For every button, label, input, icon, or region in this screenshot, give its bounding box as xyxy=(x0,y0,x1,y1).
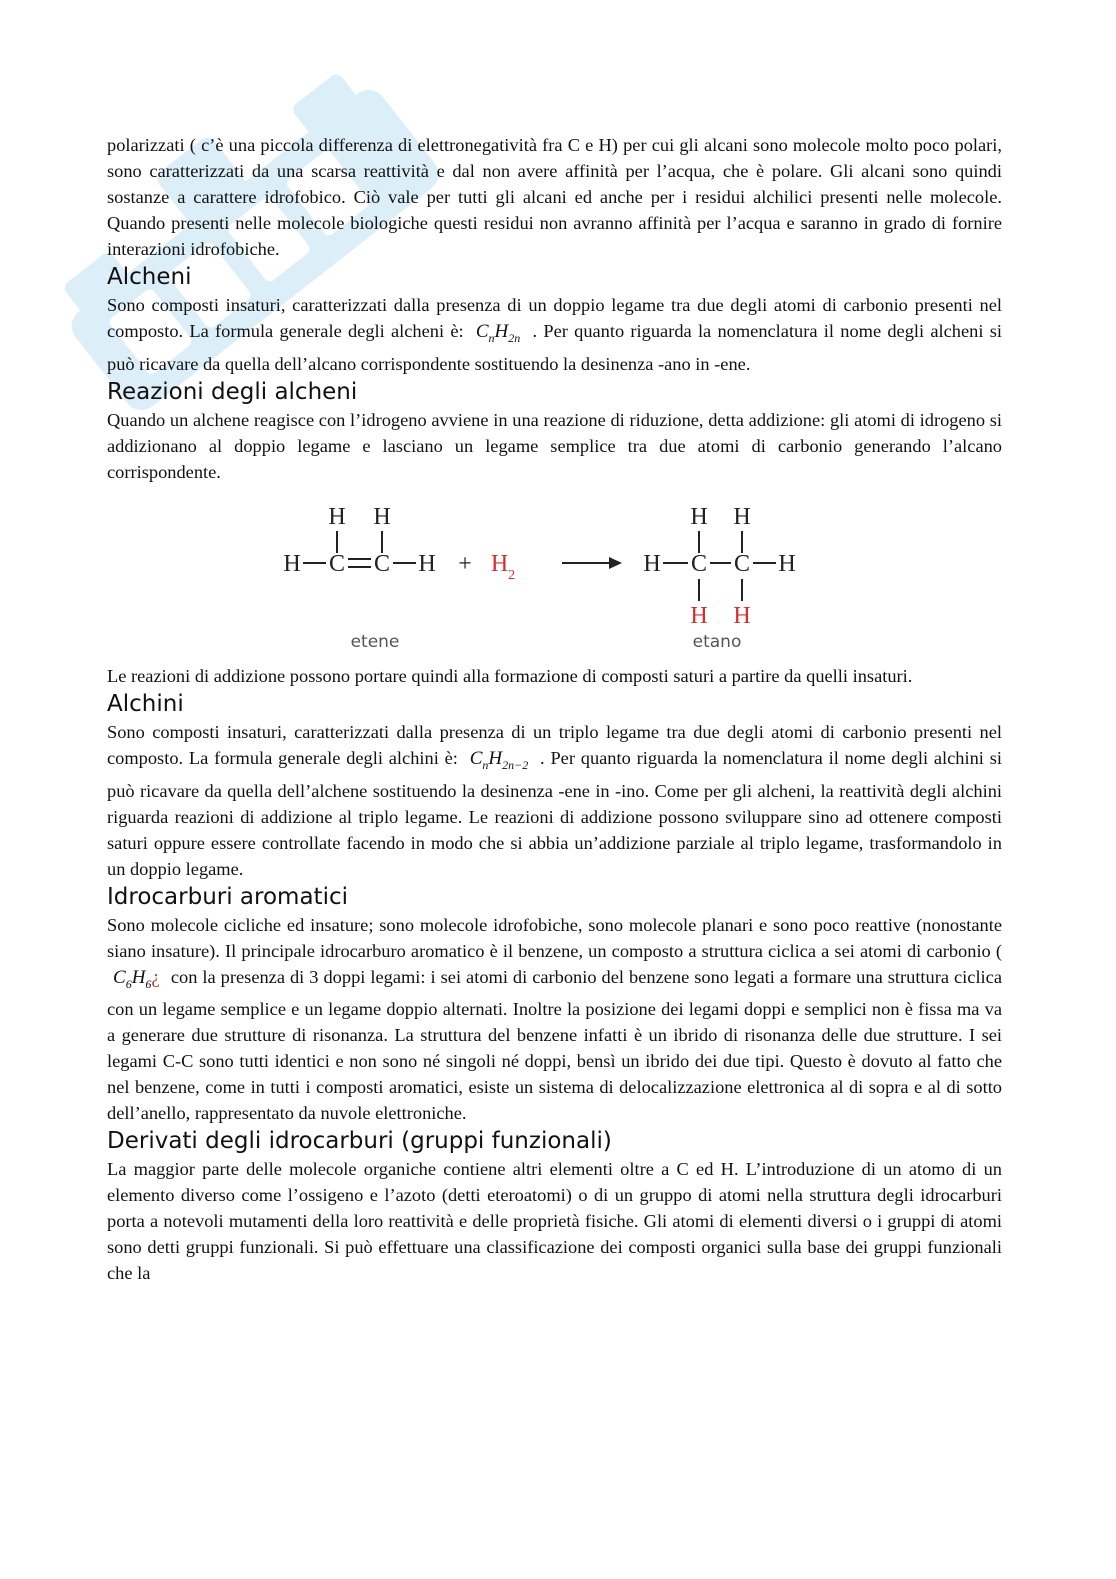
heading-reazioni: Reazioni degli alcheni xyxy=(107,378,358,405)
reaction-figure xyxy=(107,485,1002,663)
atom-h: H xyxy=(643,550,661,577)
arrow-head-icon xyxy=(609,557,622,569)
atom-c: C xyxy=(733,550,751,577)
reagent-sub: 2 xyxy=(508,567,516,583)
heading-aromatici: Idrocarburi aromatici xyxy=(107,883,348,910)
alchini-text-before: Sono composti insaturi, caratterizzati dalla presenza di un triplo legame tra due degli atomi di carbonio presenti nel composto. La formula generale degli alchini è: xyxy=(107,721,1002,768)
atom-h: H xyxy=(283,550,301,577)
formula-h-sub: 6 xyxy=(145,976,152,991)
formula-c-sub: n xyxy=(482,757,489,772)
formula-c: C xyxy=(475,321,489,342)
formula-glyph: ¿ xyxy=(151,966,160,988)
alcheni-paragraph xyxy=(107,292,1002,377)
alcheni-formula xyxy=(475,321,521,345)
atom-h: H xyxy=(328,503,346,530)
atom-h: H xyxy=(690,503,708,530)
heading-derivati: Derivati degli idrocarburi (gruppi funzionali) xyxy=(107,1128,612,1155)
formula-h: H xyxy=(494,321,509,342)
atom-c: C xyxy=(373,550,391,577)
atom-h-added: H xyxy=(733,602,751,629)
formula-h-sub: 2n xyxy=(508,330,521,345)
reazioni-paragraph-after: Le reazioni di addizione possono portare quindi alla formazione di composti saturi a partire da quelli insaturi. xyxy=(107,665,913,686)
atom-h-added: H xyxy=(690,602,708,629)
formula-c: C xyxy=(113,966,126,988)
label-etene: etene xyxy=(350,631,400,652)
aromatici-paragraph xyxy=(107,912,1002,1127)
formula-c: C xyxy=(469,747,483,769)
heading-alchini: Alchini xyxy=(107,690,184,717)
alchini-text-after: . Per quanto riguarda la nomenclatura il nome degli alchini si può ricavare da quella dell’alchene sostituendo la desinenza -ene in -ino. Come per gli alcheni, la reattività degli alchini riguarda reazioni di addizione al triplo legame. Le reazioni di addizione possono sviluppare sino ad ottenere composti saturi oppure essere controllate facendo in modo che si abbia un’addizione parziale al triplo legame, trasformandolo in un doppio legame. xyxy=(107,747,1002,879)
atom-c: C xyxy=(328,550,346,577)
aromatici-text-before: Sono molecole cicliche ed insature; sono molecole idrofobiche, sono molecole planari e sono poco reattive (nonostante siano insature). Il principale idrocarburo aromatico è il benzene, un composto a struttura ciclica a sei atomi di carbonio ( xyxy=(107,914,1002,961)
formula-h: H xyxy=(488,747,503,769)
atom-h: H xyxy=(778,550,796,577)
formula-h-sub: 2n−2 xyxy=(502,757,529,772)
ethene-hydrogenation-diagram xyxy=(283,491,827,652)
formula-c-sub: n xyxy=(488,330,495,345)
intro-paragraph: polarizzati ( c’è una piccola differenza di elettronegatività fra C e H) per cui gli alcani sono molecole molto poco polari, sono caratterizzati da una scarsa reattività e dal non avere affinità per l’acqua, che è polare. Gli alcani sono quindi sostanze a carattere idrofobico. Ciò vale per tutti gli alcani ed anche per i residui alchilici presenti nelle molecole. Quando presenti nelle molecole biologiche questi residui non avranno affinità per l’acqua e saranno in grado di fornire interazioni idrofobiche. xyxy=(107,135,1002,259)
reazioni-paragraph: Quando un alchene reagisce con l’idrogeno avviene in una reazione di riduzione, detta addizione: gli atomi di idrogeno si addizionano al doppio legame e lasciano un legame semplice tra due atomi di carbonio generando l’alcano corrispondente. xyxy=(107,409,1002,482)
plus-sign: + xyxy=(458,550,472,577)
reagent-h2 xyxy=(491,551,515,583)
alcheni-text-before: Sono composti insaturi, caratterizzati dalla presenza di un doppio legame tra due degli atomi di carbonio presenti nel composto. La formula generale degli alcheni è: xyxy=(107,295,1002,341)
document-body xyxy=(107,132,1002,1286)
atom-c: C xyxy=(690,550,708,577)
aromatici-text-after: con la presenza di 3 doppi legami: i sei atomi di carbonio del benzene sono legati a formare una struttura ciclica con un legame semplice e un legame doppio alternati. Inoltre la posizione dei legami doppi e semplici non è fissa ma va a generare due strutture di risonanza. La struttura del benzene infatti è un ibrido di risonanza delle due strutture. I sei legami C-C sono tutti identici e non sono né singoli né doppi, bensì un ibrido dei due tipi. Questo è dovuto al fatto che nel benzene, come in tutti i composti aromatici, esiste un sistema di delocalizzazione elettronica al di sopra e al di sotto dell’anello, rappresentato da nuvole elettroniche. xyxy=(107,966,1002,1124)
alchini-formula xyxy=(469,747,529,772)
atom-h: H xyxy=(733,503,751,530)
formula-c-sub: 6 xyxy=(125,976,132,991)
benzene-formula xyxy=(113,966,160,991)
label-etano: etano xyxy=(692,631,742,652)
formula-h: H xyxy=(131,966,146,988)
atom-h: H xyxy=(418,550,436,577)
atom-h: H xyxy=(373,503,391,530)
alchini-paragraph xyxy=(107,719,1002,882)
derivati-paragraph: La maggior parte delle molecole organiche contiene altri elementi oltre a C ed H. L’introduzione di un atomo di un elemento diverso come l’ossigeno e l’azoto (detti eteroatomi) o di un gruppo di atomi nella struttura degli idrocarburi porta a notevoli mutamenti della loro reattività e delle proprietà fisiche. Gli atomi di elementi diversi o i gruppi di atomi sono detti gruppi funzionali. Si può effettuare una classificazione dei composti organici sulla base dei gruppi funzionali che la xyxy=(107,1159,1002,1284)
heading-alcheni: Alcheni xyxy=(107,264,192,290)
alcheni-text-after: . Per quanto riguarda la nomenclatura il nome degli alcheni si può ricavare da quella dell’alcano corrispondente sostituendo la desinenza -ano in -ene. xyxy=(107,321,1002,374)
reagent-h: H xyxy=(490,550,509,577)
